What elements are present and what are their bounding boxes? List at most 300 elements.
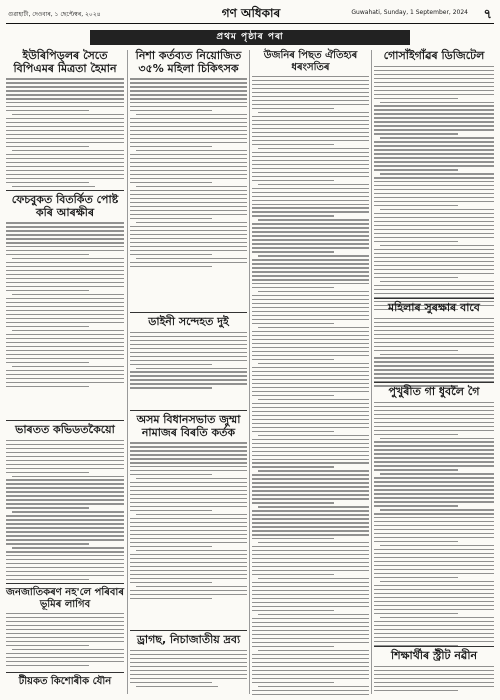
text-line [252,271,369,272]
article-c2-d [130,634,247,689]
text-line [252,180,334,181]
text-line [252,196,369,197]
text-line [130,670,247,671]
text-line [252,347,369,348]
text-line [12,150,124,151]
text-line [374,422,494,423]
text-line [258,650,369,651]
column-divider [249,50,250,694]
text-line [252,156,369,157]
text-line [252,379,369,380]
text-line [6,326,89,327]
text-line [136,258,247,259]
text-line [252,207,369,208]
text-line [252,279,369,280]
text-line [130,238,247,239]
text-line [130,106,247,107]
article-c1-a [6,50,124,190]
text-line [6,527,124,528]
text-line [130,538,247,539]
article-body [130,78,247,267]
headline: জনজাতিকৰণ নহ'লে পৰিবাৰ ভূমিৰ লাগিব [6,587,124,610]
text-line [136,478,247,479]
text-line [374,177,494,178]
text-line [6,90,124,91]
text-line [136,150,247,151]
text-line [374,465,494,466]
text-line [374,342,494,343]
text-line [252,164,369,165]
text-line [252,367,369,368]
text-line [6,370,124,371]
text-line [374,637,494,638]
text-line [6,613,124,614]
text-line [374,197,494,198]
text-line [374,449,494,450]
text-line [252,534,369,535]
column-divider [127,50,128,694]
text-line [374,346,494,347]
text-line [130,590,247,591]
text-line [252,215,334,216]
text-line [136,186,247,187]
text-line [374,577,458,578]
text-line [130,178,247,179]
text-line [6,170,124,171]
text-line [12,511,124,512]
text-line [252,335,369,336]
text-line [252,283,369,284]
text-line [374,338,494,339]
text-line [6,625,124,626]
text-line [130,336,247,337]
text-line [6,444,124,445]
text-line [6,579,89,580]
text-line [252,144,334,145]
article-body [130,442,247,599]
text-line [6,567,124,568]
text-line [130,166,247,167]
text-line [130,486,247,487]
text-line [6,278,124,279]
text-line [374,133,458,134]
text-line [374,666,494,667]
text-line [252,76,369,77]
text-line [374,157,494,158]
text-line [374,141,494,142]
headline: মহিলাৰ সুৰক্ষাৰ বাবে [388,301,480,314]
text-line [130,352,247,353]
text-line [6,637,124,638]
text-line [374,261,494,262]
text-line [252,510,369,511]
text-line [130,262,247,263]
text-line [374,94,494,95]
text-line [252,618,369,619]
text-line [374,434,458,435]
text-line [252,646,334,647]
text-line [6,142,124,143]
text-line [380,245,494,246]
text-line [6,641,124,642]
text-line [374,549,494,550]
text-line [130,470,247,471]
text-line [6,94,124,95]
text-line [130,458,247,459]
text-line [380,438,494,439]
text-line [252,490,369,491]
text-line [130,522,247,523]
text-line [252,80,369,81]
text-line [374,485,494,486]
text-line [374,469,458,470]
text-line [252,526,369,527]
text-line [252,431,334,432]
headline: নিশা কৰ্তব্যত নিয়োজিত ৩৫% মহিলা চিকিৎসক [135,49,242,75]
text-line [6,495,124,496]
text-line [374,361,494,362]
text-line [130,218,212,219]
text-line [380,545,494,546]
text-line [374,109,494,110]
text-line [6,633,124,634]
text-line [252,602,369,603]
text-line [374,461,494,462]
text-line [6,535,124,536]
text-line [374,277,458,278]
text-line [252,140,369,141]
text-line [6,362,89,363]
text-line [252,498,369,499]
article-c2-b [130,316,247,391]
text-line [136,550,247,551]
text-line [6,274,124,275]
text-line [6,110,89,111]
text-line [6,78,124,79]
text-line [374,217,494,218]
text-line [374,253,494,254]
text-line [374,318,494,319]
text-line [374,82,494,83]
article-c1-e [6,676,124,688]
text-line [374,501,494,502]
text-line [130,194,247,195]
text-line [374,589,494,590]
text-line [130,90,247,91]
text-line [6,563,124,564]
article-separator [374,298,494,299]
text-line [252,522,369,523]
text-line [6,523,124,524]
text-line [6,322,124,323]
text-line [130,234,247,235]
text-line [130,198,247,199]
text-line [374,629,494,630]
text-line [130,566,247,567]
article-c4-d [374,650,494,694]
text-line [252,391,369,392]
text-line [252,223,369,224]
text-line [252,128,369,129]
text-line [374,193,494,194]
text-line [374,121,494,122]
text-line [374,633,494,634]
text-line [130,482,247,483]
text-line [374,237,494,238]
text-line [252,466,334,467]
text-line [252,455,369,456]
text-line [130,146,212,147]
text-line [252,658,369,659]
text-line [258,542,369,543]
text-line [374,513,494,514]
text-line [6,86,124,87]
text-line [130,582,212,583]
text-line [374,497,494,498]
text-line [252,403,369,404]
text-line [6,262,124,263]
article-separator [374,382,494,383]
text-line [6,318,124,319]
text-line [130,542,247,543]
text-line [374,377,494,378]
text-line [130,206,247,207]
text-line [374,169,458,170]
text-line [130,138,247,139]
text-line [252,662,369,663]
text-line [374,557,494,558]
text-line [374,641,494,642]
article-body [6,613,124,666]
text-line [252,478,369,479]
text-line [374,678,494,679]
text-line [6,515,124,516]
text-line [6,106,124,107]
text-line [374,334,494,335]
text-line [374,585,494,586]
text-line [252,682,334,683]
text-line [130,546,212,547]
text-line [252,323,334,324]
text-line [374,533,494,534]
text-line [252,626,369,627]
text-line [374,98,458,99]
text-line [130,371,247,372]
text-line [252,235,369,236]
masthead-date-english: Guwahati, Sunday, 1 September, 2024 [351,9,468,16]
text-line [6,468,124,469]
article-c4-a [374,50,494,313]
headline: ডাইনী সন্দেহত দুই [148,315,229,328]
text-line [130,526,247,527]
text-line [130,82,247,83]
text-line [252,582,369,583]
text-line [374,233,494,234]
text-line [252,451,369,452]
text-line [130,110,212,111]
text-line [252,538,334,539]
text-line [252,104,369,105]
text-line [374,213,494,214]
text-line [374,493,494,494]
text-line [6,226,124,227]
text-line [252,351,369,352]
text-line [130,666,247,667]
text-line [258,327,369,328]
text-line [130,375,247,376]
text-line [252,371,369,372]
text-line [6,543,89,544]
text-line [258,435,369,436]
text-line [130,654,247,655]
text-line [6,162,124,163]
text-line [6,346,124,347]
text-line [252,670,369,671]
text-line [130,254,212,255]
text-line [6,479,124,480]
text-line [374,181,494,182]
article-body [130,650,247,687]
text-line [6,555,124,556]
text-line [130,678,247,679]
text-line [252,124,369,125]
text-line [6,382,124,383]
text-line [258,614,369,615]
article-c1-d [6,587,124,669]
text-line [374,565,494,566]
text-line [252,243,369,244]
text-line [252,259,369,260]
text-line [12,294,124,295]
text-line [374,113,494,114]
text-line [130,154,247,155]
text-line [374,402,494,403]
text-line [380,509,494,510]
text-line [374,418,494,419]
text-line [130,356,247,357]
text-line [380,354,494,355]
text-line [136,368,247,369]
text-line [252,192,369,193]
text-line [374,185,494,186]
text-line [6,519,124,520]
text-line [252,395,334,396]
article-body [130,332,247,389]
article-separator [6,583,124,584]
text-line [252,610,334,611]
text-line [6,266,124,267]
text-line [374,414,494,415]
text-line [130,446,247,447]
headline: শিক্ষাৰ্থীৰ স্ট্ৰীট নৱীন [390,649,478,662]
text-line [130,658,247,659]
text-line [374,457,494,458]
text-line [252,586,369,587]
article-separator [130,410,247,411]
text-line [374,537,494,538]
text-line [130,518,247,519]
text-line [252,311,369,312]
text-line [374,129,494,130]
text-line [130,662,247,663]
text-line [6,448,124,449]
text-line [374,322,494,323]
text-line [6,154,124,155]
text-line [130,242,247,243]
text-line [130,134,247,135]
text-line [252,303,369,304]
text-line [130,190,247,191]
text-line [6,571,124,572]
text-line [6,456,124,457]
text-line [374,517,494,518]
text-line [6,98,124,99]
text-line [374,273,494,274]
text-line [130,594,247,595]
text-line [6,617,124,618]
text-line [374,205,458,206]
article-body [6,222,124,387]
text-line [258,578,369,579]
text-line [130,78,247,79]
text-line [6,130,124,131]
text-line [130,214,247,215]
text-line [6,342,124,343]
article-separator [6,672,124,673]
text-line [6,290,89,291]
headline: ফেচবুকত বিতৰ্কিত পোষ্ট কৰি আৰক্ষীৰ [11,193,119,219]
text-line [374,289,494,290]
text-line [374,257,494,258]
text-line [252,92,369,93]
text-line [130,570,247,571]
text-line [130,202,247,203]
article-body [252,76,369,695]
text-line [252,172,369,173]
text-line [130,682,212,683]
text-line [130,118,247,119]
text-line [258,363,369,364]
text-line [380,473,494,474]
text-line [252,387,369,388]
text-line [6,575,124,576]
text-line [6,645,89,646]
text-line [252,307,369,308]
text-line [252,132,369,133]
text-line [374,569,494,570]
text-line [130,340,247,341]
text-line [258,470,369,471]
text-line [252,423,369,424]
text-line [252,375,369,376]
text-line [258,219,369,220]
text-line [6,665,89,666]
text-line [6,158,124,159]
article-separator [6,190,124,191]
text-line [374,573,494,574]
text-line [130,86,247,87]
text-line [130,387,212,388]
text-line [374,410,494,411]
text-line [252,108,334,109]
text-line [374,165,494,166]
text-line [374,561,494,562]
text-line [130,450,247,451]
text-line [130,102,247,103]
text-line [130,494,247,495]
text-line [252,554,369,555]
text-line [374,74,494,75]
